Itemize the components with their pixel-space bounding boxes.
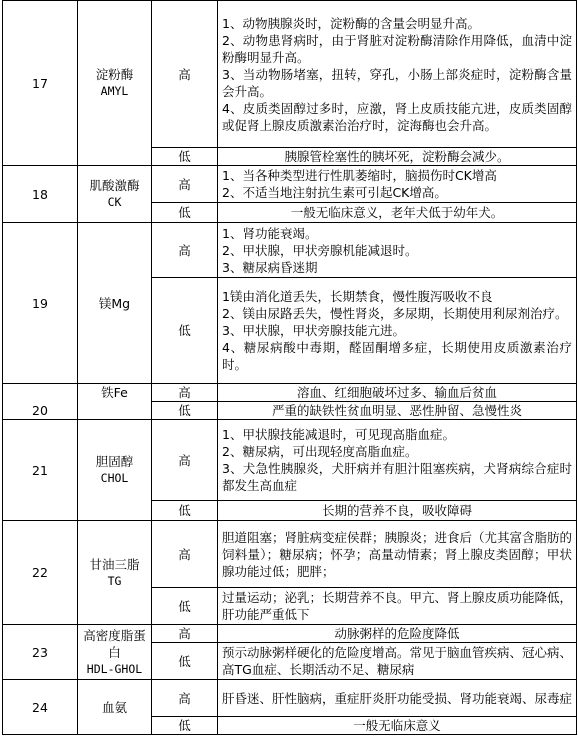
level-high: 高 <box>152 1 218 148</box>
test-name <box>78 420 152 521</box>
test-name-cn: 高密度脂蛋白 <box>83 627 146 660</box>
test-code: HDL-GHOL <box>86 661 143 676</box>
level-low: 低 <box>152 588 218 625</box>
test-name <box>78 166 152 223</box>
table-row <box>3 521 577 588</box>
level-low: 低 <box>152 643 218 680</box>
table-row <box>3 166 577 203</box>
high-description: 1、肾功能衰竭。 2、甲状腺，甲状旁腺机能减退时。 3、糖尿病昏迷期 <box>218 223 577 278</box>
test-name-cn: 镁Mg <box>98 295 131 311</box>
high-description: 肝昏迷、肝性脑病，重症肝炎肝功能受损、肾功能衰竭、尿毒症 <box>218 680 577 717</box>
level-high: 高 <box>152 223 218 278</box>
high-description: 胆道阻塞；肾脏病变症侯群；胰腺炎；进食后（尤其富含脂肪的饲料量）；糖尿病；怀孕；高量动情素；肾上腺皮类固醇；甲状腺功能过低；肥胖； <box>218 521 577 588</box>
table-row <box>3 420 577 501</box>
test-name <box>78 1 152 166</box>
row-number: 20 <box>3 384 78 420</box>
test-name-cn: 甘油三脂 <box>89 556 140 572</box>
row-number: 23 <box>3 625 78 680</box>
row-number: 18 <box>3 166 78 223</box>
test-name <box>78 625 152 680</box>
test-code: TG <box>107 573 122 588</box>
level-high: 高 <box>152 521 218 588</box>
low-description: 1镁由消化道丢失，长期禁食，慢性腹泻吸收不良 2、镁由尿路丢失，慢性肾炎，多尿期，长期使用利尿剂治疗。 3、甲状腺，甲状旁腺技能亢进。 4、糖尿病酸中毒期，醛固酮增多症，长期使用皮质激素治疗时。 <box>218 278 577 384</box>
level-low: 低 <box>152 278 218 384</box>
level-low: 低 <box>152 501 218 521</box>
low-description: 一般无临床意义 <box>218 717 577 735</box>
high-description: 动脉粥样的危险度降低 <box>218 625 577 643</box>
table-row <box>3 223 577 278</box>
row-number: 22 <box>3 521 78 625</box>
high-description: 1、动物胰腺炎时，淀粉酶的含量会明显升高。 2、动物患肾病时，由于肾脏对淀粉酶清除作用降低，血清中淀粉酶明显升高。 3、当动物肠堵塞，扭转，穿孔，小肠上部炎症时，淀粉酶含量会升高。 4、皮质类固醇过多时，应激，肾上皮质技能亢进，皮质类固醇或促肾上腺皮质激素治治疗时，淀海酶也会升高。 <box>218 1 577 148</box>
table-row <box>3 1 577 148</box>
low-description: 胰腺管栓塞性的胰坏死，淀粉酶会减少。 <box>218 148 577 166</box>
high-description: 1、甲状腺技能减退时，可见现高脂血症。 2、糖尿病，可出现轻度高脂血症。 3、犬急性胰腺炎，犬肝病并有胆汁阻塞疾病，犬肾病综合症时都发生高血症 <box>218 420 577 501</box>
test-code: CHOL <box>100 471 129 485</box>
table-row <box>3 625 577 643</box>
level-high: 高 <box>152 420 218 501</box>
test-name <box>78 384 152 420</box>
test-code: CK <box>107 195 122 209</box>
row-number: 24 <box>3 680 78 735</box>
low-description: 一般无临床意义，老年犬低于幼年犬。 <box>218 203 577 223</box>
test-name-cn: 淀粉酶 <box>95 67 134 82</box>
level-low: 低 <box>152 402 218 420</box>
level-low: 低 <box>152 203 218 223</box>
level-high: 高 <box>152 625 218 643</box>
test-code: AMYL <box>100 84 129 98</box>
low-description: 预示动脉粥样硬化的危险度增高。常见于脑血管疾病、冠心病、高TG血症、长期活动不足、糖尿病 <box>218 643 577 680</box>
lab-reference-table <box>2 0 577 735</box>
high-description: 溶血、红细胞破坏过多、输血后贫血 <box>218 384 577 402</box>
low-description: 过量运动；泌乳；长期营养不良。甲亢、肾上腺皮质功能降低，肝功能严重低下 <box>218 588 577 625</box>
test-name <box>78 680 152 735</box>
level-low: 低 <box>152 148 218 166</box>
high-description: 1、当各种类型进行性肌萎缩时，脑损伤时CK增高 2、不适当地注射抗生素可引起CK增高。 <box>218 166 577 203</box>
table-row <box>3 680 577 717</box>
test-name <box>78 223 152 384</box>
row-number: 21 <box>3 420 78 521</box>
test-name-cn: 肌酸激酶 <box>89 178 140 193</box>
level-high: 高 <box>152 680 218 717</box>
level-high: 高 <box>152 384 218 402</box>
test-name <box>78 521 152 625</box>
level-low: 低 <box>152 717 218 735</box>
test-name-cn: 胆固醇 <box>95 454 134 469</box>
row-number: 19 <box>3 223 78 384</box>
test-name-cn: 铁Fe <box>101 385 128 400</box>
low-description: 长期的营养不良，吸收障碍 <box>218 501 577 521</box>
level-high: 高 <box>152 166 218 203</box>
test-name-cn: 血氨 <box>101 699 127 715</box>
row-number: 17 <box>3 1 78 166</box>
low-description: 严重的缺铁性贫血明显、恶性肿留、急慢性炎 <box>218 402 577 420</box>
table-row <box>3 384 577 402</box>
